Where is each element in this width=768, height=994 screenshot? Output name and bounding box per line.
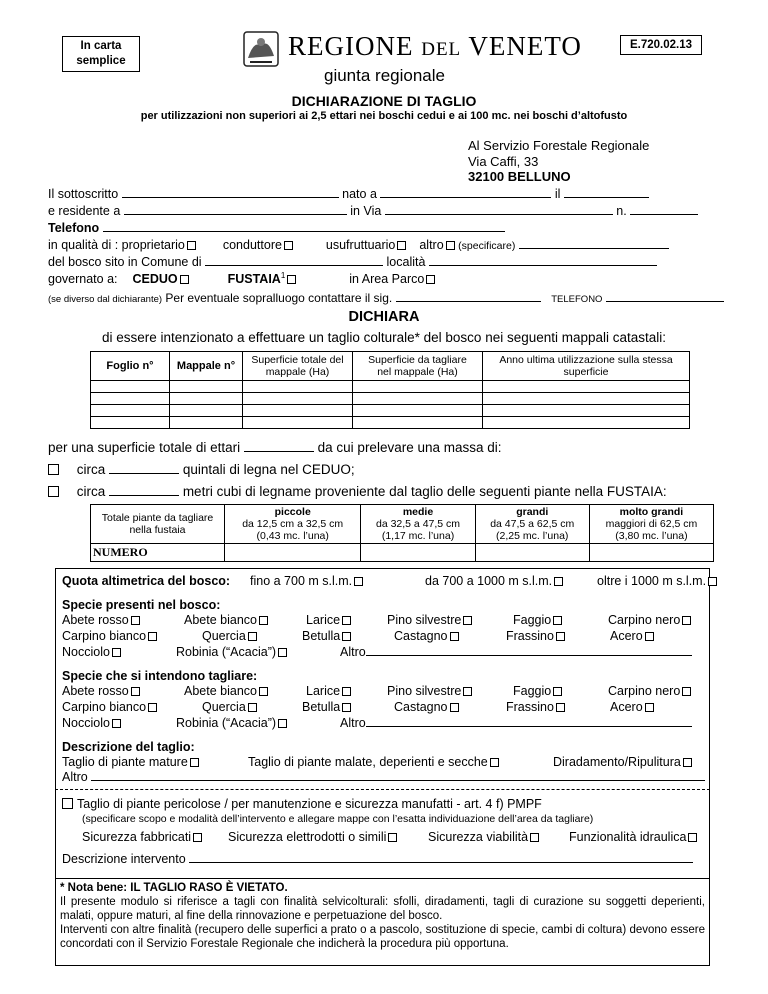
species-label: Nocciolo [62,645,110,659]
species-checkbox[interactable] [682,687,691,696]
region-name-a: REGIONE [288,31,422,61]
label-n: n. [616,204,627,218]
dichiara-heading: DICHIARA [348,309,420,325]
row-residente [48,204,698,218]
specie-tagliare-item [62,716,121,730]
field-localita[interactable] [429,255,657,266]
species-label: Abete rosso [62,613,129,627]
label-telefono: Telefono [48,221,100,235]
checkbox-pericolose[interactable] [62,798,73,809]
field-numero-molto-grandi[interactable] [589,544,713,562]
label-quota-1: fino a 700 m s.l.m. [250,574,353,588]
field-ettari[interactable] [244,441,314,452]
label-conduttore: conduttore [222,238,282,252]
piante-header-grandi: grandi da 47,5 a 62,5 cm (2,25 mc. l’una) [475,505,589,544]
piante-header-molto-grandi: molto grandi maggiori di 62,5 cm (3,80 mc. l’una) [589,505,713,544]
species-checkbox[interactable] [148,703,157,712]
label-governato: governato a: [48,272,118,287]
species-label: Carpino nero [608,613,681,627]
checkbox-quota-2[interactable] [554,577,563,586]
checkbox-funzionalita-idraulica[interactable] [688,833,697,842]
species-checkbox[interactable] [248,632,257,641]
field-il[interactable] [564,187,649,198]
species-label: Castagno [394,700,448,714]
label-via: in Via [350,204,382,218]
specie-presenti-heading: Specie presenti nel bosco: [62,598,221,612]
species-checkbox[interactable] [259,687,268,696]
checkbox-piante-mature[interactable] [190,758,199,767]
piante-table [90,504,714,562]
species-checkbox[interactable] [342,703,351,712]
label-localita: località [386,255,426,269]
mappali-table [90,351,690,429]
species-checkbox[interactable] [342,687,351,696]
label-descrizione-intervento: Descrizione intervento [62,852,186,866]
mappali-header-foglio: Foglio n° [91,352,170,381]
row-contatto [48,291,724,305]
species-checkbox[interactable] [278,719,287,728]
nota-box [55,878,710,966]
species-checkbox[interactable] [450,703,459,712]
row-telefono [48,221,505,235]
form-subtitle: per utilizzazioni non superiori ai 2,5 ettari nei boschi cedui e ai 100 mc. nei boschi d’altofusto [140,110,628,122]
label-nato-a: nato a [342,187,377,201]
label-qualita: in qualità di : proprietario [48,238,185,252]
species-label: Robinia (“Acacia”) [176,645,277,659]
specie-tagliare-item [387,684,472,698]
species-label: Larice [306,684,341,698]
species-checkbox[interactable] [553,687,562,696]
species-checkbox[interactable] [463,687,472,696]
region-name [288,30,582,66]
specie-presenti-altro: Altro [340,645,692,659]
specie-tagliare-item [62,684,140,698]
recipient-block [468,138,649,185]
species-label: Carpino bianco [62,700,147,714]
recipient-line2: Via Caffi, 33 [468,153,539,169]
label-funzionalita-idraulica: Funzionalità idraulica [569,830,687,844]
species-checkbox[interactable] [131,687,140,696]
mappali-header-sup-totale: Superficie totale del mappale (Ha) [243,352,353,381]
species-label: Pino silvestre [387,613,462,627]
species-label: Abete bianco [184,613,257,627]
nota-text1: Il presente modulo si riferisce a tagli con finalità selvicolturali: sfolli, diradamenti, tagli di curazione su soggetti deperienti, malati, oppure maturi, al fine della rinnovazione e perpetuazione del bosco. [60,896,705,922]
species-checkbox[interactable] [450,632,459,641]
specie-tagliare-item [513,684,562,698]
label-diradamento: Diradamento/Ripulitura [553,755,681,769]
field-specie-presenti-altro[interactable] [366,645,692,656]
species-label: Frassino [506,700,554,714]
species-label: Pino silvestre [387,684,462,698]
label-superficie-b: da cui prelevare una massa di: [317,440,502,455]
specie-tagliare-item [202,700,257,714]
species-checkbox[interactable] [259,616,268,625]
species-label: Carpino bianco [62,629,147,643]
label-contatto-note: (se diverso dal dichiarante) [48,294,163,305]
checkbox-quota-1[interactable] [354,577,363,586]
paper-type-box [62,36,140,72]
label-quintali: quintali di legna nel CEDUO; [182,462,355,477]
checkbox-quota-3[interactable] [708,577,717,586]
species-checkbox[interactable] [248,703,257,712]
species-label: Larice [306,613,341,627]
label-quota: Quota altimetrica del bosco: [62,574,231,588]
label-fustaia: FUSTAIA [227,272,281,287]
pericolose-note: (specificare scopo e modalità dell’intervento e allegare mappe con l’esatta individuazione dell’area da tagliare) [82,813,594,825]
specie-presenti-item [513,613,562,627]
field-descrizione-altro[interactable] [91,770,705,781]
specie-tagliare-item [608,684,691,698]
checkbox-piante-malate[interactable] [490,758,499,767]
label-piante-mature: Taglio di piante mature [62,755,188,769]
specie-presenti-item [62,629,157,643]
checkbox-sicurezza-viabilita[interactable] [530,833,539,842]
row-bosco [48,255,657,269]
checkbox-diradamento[interactable] [683,758,692,767]
specie-tagliare-altro: Altro [340,716,692,730]
species-label: Acero [610,700,643,714]
checkbox-area-parco[interactable] [426,275,435,284]
label-il: il [554,187,561,201]
specie-presenti-item [202,629,257,643]
row-superficie [48,440,502,455]
specie-presenti-item [610,629,654,643]
field-specie-tagliare-altro[interactable] [366,716,692,727]
field-numero-piccole[interactable] [225,544,361,562]
form-code: E.720.02.13 [629,39,693,51]
label-area-parco: in Area Parco [349,272,425,287]
region-subtitle: giunta regionale [324,66,445,85]
species-checkbox[interactable] [112,719,121,728]
label-sicurezza-fabbricati: Sicurezza fabbricati [82,830,192,844]
checkbox-altro-qualita[interactable] [446,241,455,250]
row-qualita [48,238,720,252]
row-governato [48,271,435,286]
fustaia-footnote: 1 [280,271,286,280]
field-nato-a[interactable] [380,187,551,198]
label-circa-2: circa [76,484,106,499]
species-label: Castagno [394,629,448,643]
label-sottoscritto: Il sottoscritto [48,187,119,201]
species-checkbox[interactable] [463,616,472,625]
row-sottoscritto [48,187,649,201]
species-label: Quercia [202,700,246,714]
specie-presenti-item [62,613,140,627]
specie-tagliare-item [610,700,654,714]
field-telefono[interactable] [103,221,505,232]
field-n[interactable] [630,204,698,215]
field-descrizione-intervento[interactable] [189,852,693,863]
label-superficie-a: per una superficie totale di ettari [48,440,241,455]
label-residente: e residente a [48,204,121,218]
paper-type-line1: In carta [80,40,122,52]
field-specificare[interactable] [519,238,669,249]
mappali-header-sup-tagliare: Superficie da tagliare nel mappale (Ha) [353,352,483,381]
label-metri-cubi: metri cubi di legname proveniente dal taglio delle seguenti piante nella FUSTAIA: [182,484,667,499]
species-label: Betulla [302,629,341,643]
label-ceduo: CEDUO [132,272,178,287]
species-label: Betulla [302,700,341,714]
specie-tagliare-item [306,684,351,698]
species-checkbox[interactable] [342,616,351,625]
field-contatto-telefono[interactable] [606,291,724,302]
species-label: Carpino nero [608,684,681,698]
table-row[interactable] [91,417,690,429]
label-piante-malate: Taglio di piante malate, deperienti e secche [248,755,488,769]
species-label: Faggio [513,613,552,627]
species-checkbox[interactable] [682,616,691,625]
recipient-line3: 32100 BELLUNO [468,169,571,184]
species-checkbox[interactable] [278,648,287,657]
checkbox-usufruttuario[interactable] [397,241,406,250]
piante-header-totale: Totale piante da tagliare nella fustaia [91,505,225,544]
dichiara-text: di essere intenzionato a effettuare un taglio colturale* del bosco nei seguenti mappali catastali: [101,330,667,345]
species-label: Abete rosso [62,684,129,698]
species-label: Abete bianco [184,684,257,698]
field-via[interactable] [385,204,613,215]
specie-presenti-item [302,629,351,643]
checkbox-sicurezza-elettrodotti[interactable] [388,833,397,842]
region-emblem-icon [240,28,282,70]
label-specificare: (specificare) [458,240,516,252]
species-label: Robinia (“Acacia”) [176,716,277,730]
label-contatto-telefono: TELEFONO [551,294,603,305]
label-descrizione-altro: Altro [62,770,88,784]
specie-presenti-item [394,629,459,643]
mappali-header-anno: Anno ultima utilizzazione sulla stessa superficie [483,352,690,381]
label-pericolose: Taglio di piante pericolose / per manutenzione e sicurezza manufatti - art. 4 f) PMPF [77,797,542,811]
specie-presenti-item [62,645,121,659]
species-checkbox[interactable] [556,632,565,641]
label-quota-3: oltre i 1000 m s.l.m. [597,574,707,588]
field-residente[interactable] [124,204,347,215]
form-title: DICHIARAZIONE DI TAGLIO [291,93,477,109]
checkbox-quintali-ceduo[interactable] [48,464,59,475]
descrizione-heading: Descrizione del taglio: [62,740,195,754]
species-checkbox[interactable] [131,616,140,625]
nota-text2: Interventi con altre finalità (recupero delle superfici a prato o a pascolo, sostituzione di specie, cambi di coltura) devono essere concordati con il Servizio Forestale Regionale che indicherà la procedura più opportuna. [60,924,705,950]
row-quota [62,574,230,588]
label-circa-1: circa [76,462,106,477]
specie-presenti-item [306,613,351,627]
table-row[interactable] [91,381,690,393]
field-comune[interactable] [205,255,383,266]
field-sottoscritto[interactable] [122,187,339,198]
species-checkbox[interactable] [553,616,562,625]
specie-presenti-item [387,613,472,627]
species-label: Quercia [202,629,246,643]
species-label: Faggio [513,684,552,698]
species-label: Frassino [506,629,554,643]
piante-header-medie: medie da 32,5 a 47,5 cm (1,17 mc. l’una) [361,505,475,544]
specie-tagliare-item [302,700,351,714]
region-name-b: DEL [421,39,462,60]
field-quintali[interactable] [109,463,179,474]
row-opt-ceduo [48,462,355,477]
paper-type-line2: semplice [76,55,126,67]
species-checkbox[interactable] [342,632,351,641]
specie-tagliare-item [394,700,459,714]
checkbox-mc-fustaia[interactable] [48,486,59,497]
species-checkbox[interactable] [112,648,121,657]
checkbox-sicurezza-fabbricati[interactable] [193,833,202,842]
species-checkbox[interactable] [148,632,157,641]
specie-tagliare-item [62,700,157,714]
specie-presenti-item [184,613,268,627]
checkbox-proprietario[interactable] [187,241,196,250]
species-label: Nocciolo [62,716,110,730]
field-numero-grandi[interactable] [475,544,589,562]
species-checkbox[interactable] [645,632,654,641]
specie-tagliare-item [506,700,565,714]
species-checkbox[interactable] [556,703,565,712]
field-contatto-nome[interactable] [396,291,541,302]
form-code-box [620,35,702,55]
label-altro-qualita: altro [419,238,444,252]
recipient-line1: Al Servizio Forestale Regionale [468,138,650,153]
specie-presenti-item [176,645,287,659]
mappali-header-mappale: Mappale n° [170,352,243,381]
checkbox-ceduo[interactable] [180,275,189,284]
specie-presenti-item [608,613,691,627]
checkbox-fustaia[interactable] [287,275,296,284]
species-checkbox[interactable] [645,703,654,712]
label-sicurezza-elettrodotti: Sicurezza elettrodotti o simili [228,830,387,844]
piante-header-piccole: piccole da 12,5 cm a 32,5 cm (0,43 mc. l’una) [225,505,361,544]
label-contatto: Per eventuale sopralluogo contattare il sig. [165,291,393,305]
specie-tagliare-heading: Specie che si intendono tagliare: [62,669,258,683]
checkbox-conduttore[interactable] [284,241,293,250]
section-divider [55,789,710,790]
piante-row-label: NUMERO [91,544,225,562]
table-row[interactable] [91,393,690,405]
specie-tagliare-item [176,716,287,730]
row-opt-fustaia [48,484,667,499]
label-bosco-comune: del bosco sito in Comune di [48,255,202,269]
label-sicurezza-viabilita: Sicurezza viabilità [428,830,529,844]
label-quota-2: da 700 a 1000 m s.l.m. [425,574,553,588]
table-row [91,544,714,562]
field-numero-medie[interactable] [361,544,475,562]
specie-tagliare-item [184,684,268,698]
field-metri-cubi[interactable] [109,485,179,496]
table-row[interactable] [91,405,690,417]
label-usufruttuario: usufruttuario [325,238,396,252]
nota-title: * Nota bene: IL TAGLIO RASO È VIETATO. [60,882,288,894]
specie-presenti-item [506,629,565,643]
region-name-c: VENETO [461,31,582,61]
species-label: Acero [610,629,643,643]
